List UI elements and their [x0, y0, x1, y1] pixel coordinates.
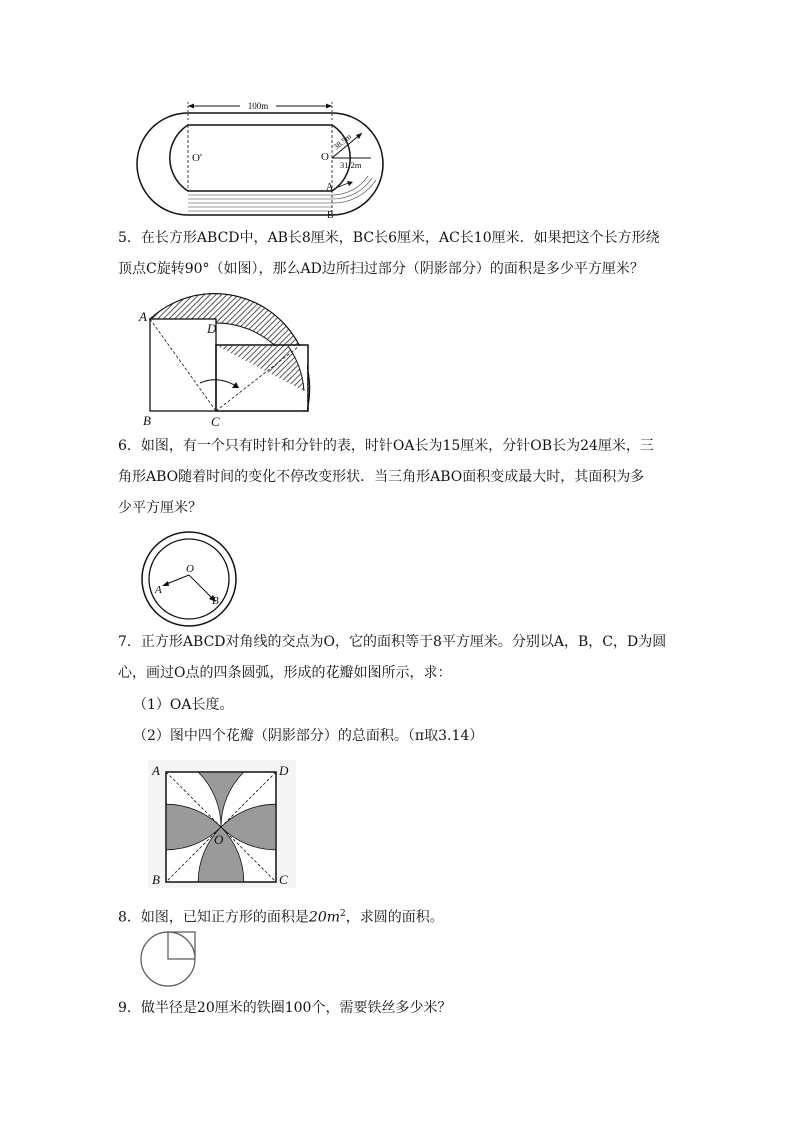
center-left-label: O'	[192, 152, 202, 164]
hour-hand-arrowhead	[162, 581, 169, 586]
question-6-line-1: 6．如图，有一个只有时针和分针的表，时针OA长为15厘米，分针OB长为24厘米，三	[118, 438, 654, 454]
clock-diagram	[140, 530, 240, 630]
label-o: O	[214, 832, 224, 847]
point-b-label: B	[327, 210, 334, 221]
label-o: O	[186, 563, 194, 575]
clock-inner-circle	[149, 539, 229, 619]
question-5-line-2: 顶点C旋转90°（如图），那么AD边所扫过部分（阴影部分）的面积是多少平方厘米？	[118, 261, 644, 277]
question-8-exponent: 2	[340, 909, 346, 919]
question-8-value: 20m	[308, 909, 341, 926]
rotation-figure	[138, 287, 318, 427]
point-a-label: A	[326, 182, 334, 193]
label-c: C	[211, 414, 220, 429]
label-d: D	[207, 321, 217, 336]
label-a: A	[139, 309, 147, 324]
label-b: B	[152, 872, 160, 887]
petal-figure	[148, 760, 296, 888]
question-7-sub-2: （2）图中四个花瓣（阴影部分）的总面积。（π取3.14）	[133, 728, 484, 744]
question-6-line-2: 角形ABO随着时间的变化不停改变形状．当三角形ABO面积变成最大时，其面积为多	[118, 469, 645, 485]
track-figure	[140, 98, 390, 220]
label-a: A	[152, 763, 160, 778]
arrowhead-right	[326, 104, 332, 109]
question-8-text-after: ，求圆的面积。	[345, 909, 444, 926]
circle-square-diagram	[138, 932, 200, 990]
track-diagram	[140, 98, 390, 220]
arrowhead-left	[188, 104, 194, 109]
label-b: B	[143, 413, 151, 428]
length-label: 100m	[247, 101, 269, 111]
petal-diagram	[148, 760, 296, 888]
clock-outer-circle	[142, 532, 236, 626]
label-d: D	[279, 763, 289, 778]
label-c: C	[279, 872, 288, 887]
rotation-diagram	[138, 287, 318, 427]
question-7-sub-1: （1）OA长度。	[133, 697, 234, 713]
inner-radius-label: 31.2m	[340, 160, 362, 170]
lane-arc	[332, 176, 368, 195]
lane-arc	[332, 178, 372, 199]
clock-figure	[140, 530, 240, 630]
question-9: 9．做半径是20厘米的铁圈100个，需要铁丝多少米？	[118, 1000, 452, 1016]
question-7-line-2: 心，画过O点的四条圆弧，形成的花瓣如图所示，求：	[118, 665, 452, 681]
center-right-label: O	[321, 151, 329, 163]
question-7-line-1: 7．正方形ABCD对角线的交点为O，它的面积等于8平方厘米。分别以A，B，C，D为圆	[118, 634, 667, 650]
question-6-line-3: 少平方厘米？	[118, 500, 202, 516]
label-a: A	[155, 584, 162, 596]
question-5-line-1: 5．在长方形ABCD中，AB长8厘米，BC长6厘米，AC长10厘米．如果把这个长方形绕	[118, 230, 660, 246]
label-b: B	[212, 595, 219, 607]
radius-arrowhead	[356, 133, 362, 139]
circle-square-figure	[138, 932, 200, 990]
question-8-text-before: 8．如图，已知正方形的面积是	[118, 909, 309, 926]
minute-hand-ob	[189, 575, 214, 600]
question-8	[118, 907, 444, 925]
outer-radius-label: 38.5m	[331, 132, 354, 152]
